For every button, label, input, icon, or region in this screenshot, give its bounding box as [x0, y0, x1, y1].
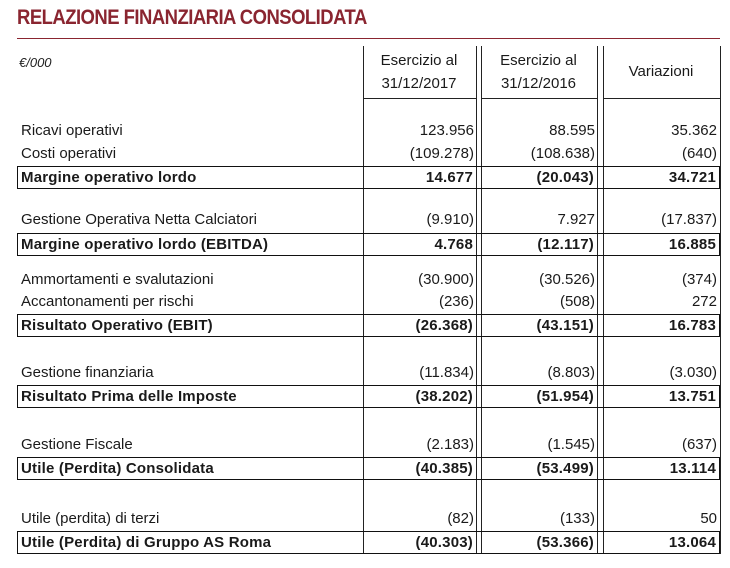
value-2016: 88.595 — [549, 122, 595, 139]
value-variazione: 50 — [700, 510, 717, 527]
row-label: Gestione finanziaria — [21, 364, 154, 381]
value-2016: (20.043) — [536, 169, 594, 186]
value-variazione: 35.362 — [671, 122, 717, 139]
table-row — [17, 121, 720, 142]
total-row — [17, 457, 720, 480]
table-row — [17, 210, 720, 231]
value-variazione: 13.114 — [669, 460, 716, 477]
value-2016: (30.526) — [539, 271, 595, 288]
row-label: Ammortamenti e svalutazioni — [21, 271, 214, 288]
value-2017: (11.834) — [419, 364, 474, 381]
value-variazione: 13.751 — [668, 388, 716, 405]
value-2017: 14.677 — [425, 169, 473, 186]
row-label: Utile (Perdita) di Gruppo AS Roma — [21, 534, 272, 551]
table-row — [17, 363, 720, 384]
value-2016: (8.803) — [547, 364, 595, 381]
value-2016: (1.545) — [547, 436, 595, 453]
header-divider — [603, 98, 720, 99]
row-label: Gestione Operativa Netta Calciatori — [21, 211, 257, 228]
value-2016: (108.638) — [530, 145, 595, 162]
column-header-2016-line1: Esercizio al — [500, 52, 577, 69]
value-2016: (51.954) — [536, 388, 594, 405]
value-variazione: (637) — [681, 436, 717, 453]
column-header-variazioni-label: Variazioni — [628, 63, 694, 80]
total-row — [17, 166, 720, 189]
value-2016: (508) — [559, 293, 595, 310]
value-2017: 4.768 — [434, 236, 473, 253]
column-header-2016-line2: 31/12/2016 — [500, 75, 577, 92]
row-label: Utile (perdita) di terzi — [21, 510, 160, 527]
row-label: Costi operativi — [21, 145, 117, 162]
row-label: Gestione Fiscale — [21, 436, 133, 453]
value-variazione: (3.030) — [669, 364, 717, 381]
value-2016: (53.499) — [536, 460, 594, 477]
value-2017: (82) — [447, 510, 474, 527]
value-2016: 7.927 — [557, 211, 595, 228]
header-divider — [481, 98, 597, 99]
column-header-2017-line1: Esercizio al — [380, 52, 458, 69]
column-header-variazioni — [603, 60, 719, 83]
value-2017: 123.956 — [419, 122, 474, 139]
value-variazione: 272 — [691, 293, 717, 310]
value-variazione: (374) — [681, 271, 717, 288]
value-variazione: 13.064 — [668, 534, 716, 551]
value-variazione: 34.721 — [668, 169, 716, 186]
row-label: Accantonamenti per rischi — [21, 293, 194, 310]
value-variazione: 16.783 — [668, 317, 716, 334]
header-divider — [363, 98, 476, 99]
table-row — [17, 509, 720, 530]
value-2017: (109.278) — [409, 145, 474, 162]
value-2017: (2.183) — [426, 436, 474, 453]
value-variazione: 16.885 — [668, 236, 716, 253]
row-label: Margine operativo lordo (EBITDA) — [21, 236, 269, 253]
table-row — [17, 292, 720, 313]
value-2016: (12.117) — [537, 236, 594, 253]
row-label: Risultato Prima delle Imposte — [21, 388, 237, 405]
value-2017: (236) — [438, 293, 474, 310]
value-2016: (53.366) — [536, 534, 594, 551]
value-2017: (9.910) — [426, 211, 474, 228]
column-header-2017 — [363, 49, 475, 95]
total-row — [17, 531, 720, 554]
unit-label: €/000 — [19, 55, 52, 70]
value-2017: (30.900) — [418, 271, 474, 288]
value-variazione: (17.837) — [661, 211, 717, 228]
row-label: Risultato Operativo (EBIT) — [21, 317, 213, 334]
value-2016: (43.151) — [536, 317, 594, 334]
total-row — [17, 385, 720, 408]
column-header-2016 — [481, 49, 596, 95]
total-row — [17, 314, 720, 337]
row-label: Margine operativo lordo — [21, 169, 197, 186]
value-variazione: (640) — [681, 145, 717, 162]
value-2017: (40.303) — [415, 534, 473, 551]
table-row — [17, 435, 720, 456]
table-row — [17, 270, 720, 291]
total-row — [17, 233, 720, 256]
report-title: RELAZIONE FINANZIARIA CONSOLIDATA — [17, 6, 367, 29]
value-2017: (26.368) — [415, 317, 473, 334]
row-label: Ricavi operativi — [21, 122, 123, 139]
table-row — [17, 144, 720, 165]
title-divider — [17, 38, 720, 39]
value-2017: (40.385) — [415, 460, 473, 477]
column-header-2017-line2: 31/12/2017 — [381, 75, 457, 92]
value-2016: (133) — [559, 510, 595, 527]
value-2017: (38.202) — [415, 388, 473, 405]
row-label: Utile (Perdita) Consolidata — [21, 460, 214, 477]
